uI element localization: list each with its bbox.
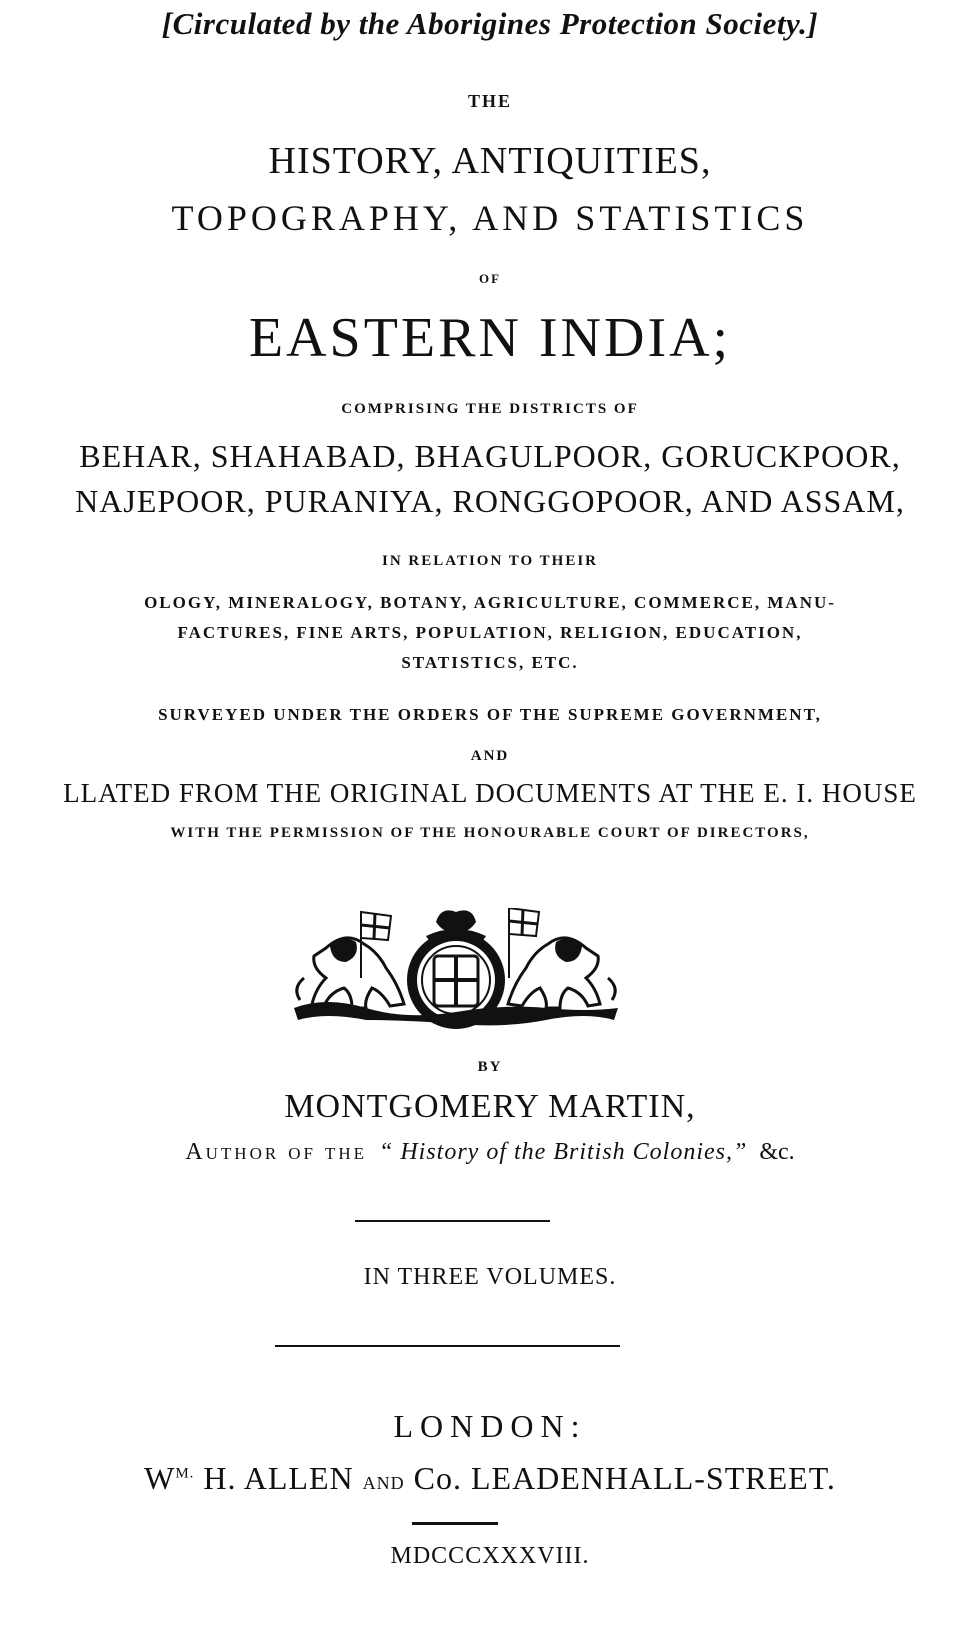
- divider-rule-1: [355, 1220, 550, 1222]
- title-the: THE: [467, 91, 512, 111]
- author-credit: [0, 1140, 980, 1164]
- relation-intro: IN RELATION TO THEIR: [381, 553, 599, 569]
- author-credit-prefix: Author of the: [185, 1139, 367, 1165]
- imprint-co: Co.: [413, 1460, 462, 1496]
- author-name: MONTGOMERY MARTIN,: [284, 1088, 696, 1125]
- title-of: OF: [478, 271, 502, 286]
- author-credit-suffix: &c.: [759, 1139, 795, 1165]
- coat-of-arms-icon: [286, 908, 626, 1041]
- relation-line-3: STATISTICS, ETC.: [401, 653, 579, 672]
- circulated-notice: [Circulated by the Aborigines Protection Society.]: [161, 6, 819, 41]
- survey-line-1: SURVEYED UNDER THE ORDERS OF THE SUPREME GOVERNMENT,: [158, 705, 822, 724]
- imprint-wm-sup: M.: [175, 1465, 195, 1482]
- author-credit-title: “ History of the British Colonies,”: [378, 1139, 748, 1165]
- survey-line-2: LLATED FROM THE ORIGINAL DOCUMENTS AT THE E. I. HOUSE: [63, 778, 917, 808]
- imprint-wm: W: [144, 1460, 176, 1496]
- volumes-note: IN THREE VOLUMES.: [363, 1264, 617, 1290]
- divider-rule-2: [275, 1345, 620, 1347]
- districts-line-1: BEHAR, SHAHABAD, BHAGULPOOR, GORUCKPOOR,: [79, 438, 901, 474]
- survey-line-3: WITH THE PERMISSION OF THE HONOURABLE COURT OF DIRECTORS,: [170, 825, 810, 841]
- imprint-year: MDCCCXXXVIII.: [390, 1543, 590, 1569]
- imprint-city: LONDON:: [393, 1408, 587, 1444]
- imprint-publisher: [0, 1462, 980, 1494]
- imprint-street: LEADENHALL-STREET.: [470, 1460, 836, 1496]
- relation-line-1: OLOGY, MINERALOGY, BOTANY, AGRICULTURE, COMMERCE, MANU-: [144, 593, 836, 612]
- survey-and: AND: [470, 748, 510, 764]
- districts-intro: COMPRISING THE DISTRICTS OF: [341, 401, 639, 417]
- title-line-1: HISTORY, ANTIQUITIES,: [268, 140, 712, 182]
- divider-rule-3: [412, 1522, 498, 1525]
- imprint-allen: H. ALLEN: [203, 1460, 354, 1496]
- author-by: BY: [477, 1059, 503, 1075]
- title-line-2: TOPOGRAPHY, AND STATISTICS: [171, 198, 809, 238]
- relation-line-2: FACTURES, FINE ARTS, POPULATION, RELIGION, EDUCATION,: [177, 623, 803, 642]
- main-title: EASTERN INDIA;: [248, 307, 732, 369]
- imprint-and: and: [362, 1466, 405, 1495]
- districts-line-2: NAJEPOOR, PURANIYA, RONGGOPOOR, AND ASSAM,: [75, 483, 905, 519]
